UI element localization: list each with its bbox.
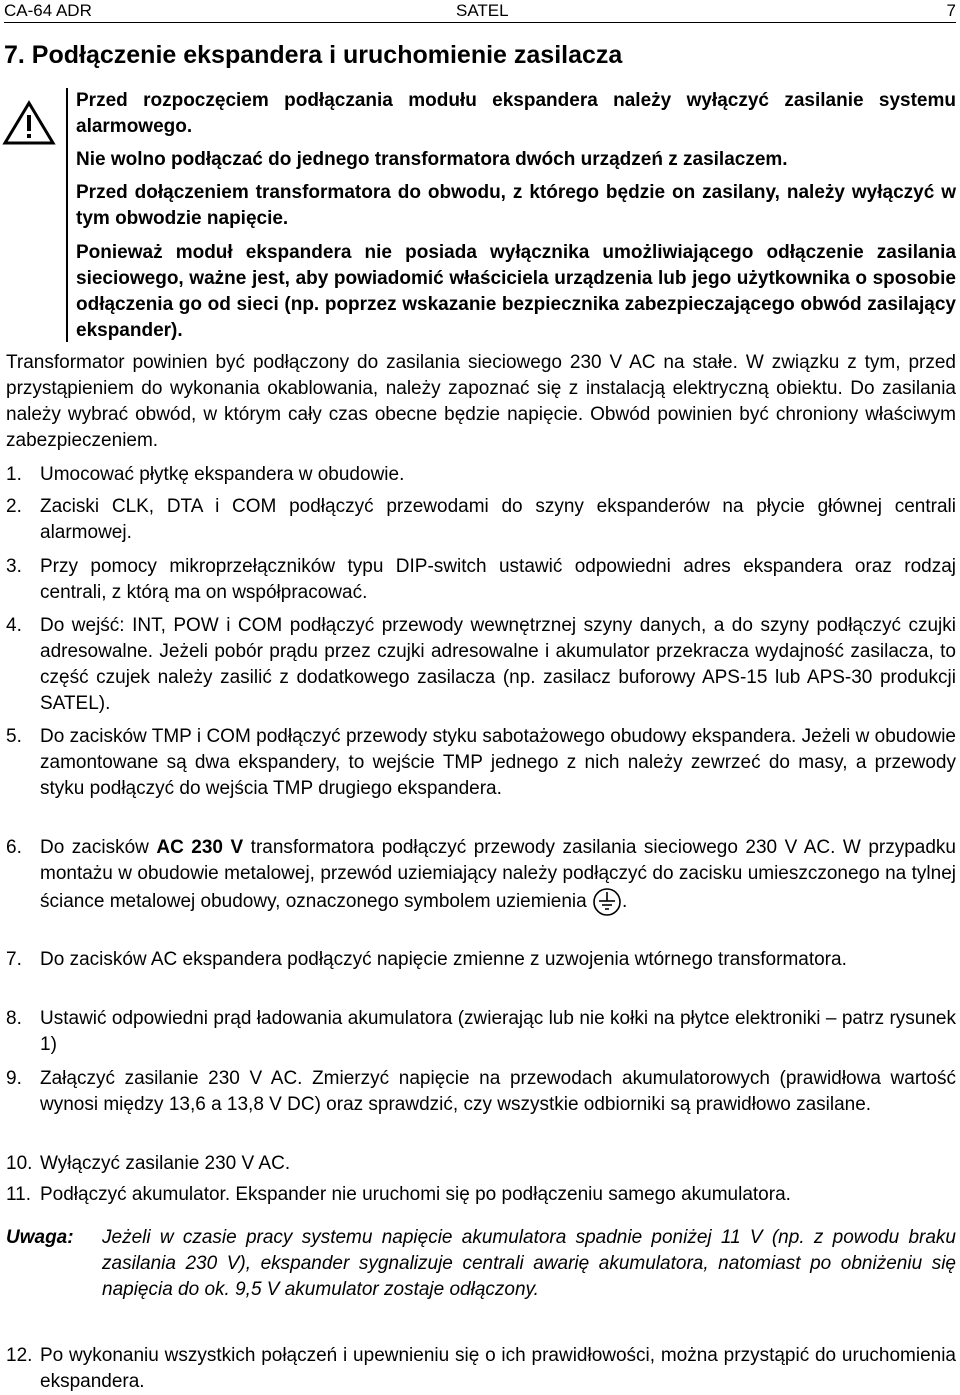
note-text: Jeżeli w czasie pracy systemu napięcie akumulatora spadnie poniżej 11 V (np. z powodu braku zasilania 230 V), ekspander sygnalizuje centrali awarię akumulatora, natomiast po obniżeniu się napięcia do ok. 9,5 V akumulator zostaje odłączony. bbox=[102, 1227, 956, 1300]
section-title: 7. Podłączenie ekspandera i uruchomienie zasilacza bbox=[4, 41, 623, 69]
note-label: Uwaga: bbox=[6, 1227, 74, 1248]
terminal-label: AC 230 V bbox=[156, 837, 244, 858]
list-item-text: Ustawić odpowiedni prąd ładowania akumulatora (zwierając lub nie kołki na płytce elektroniki – patrz rysunek 1) bbox=[40, 1008, 956, 1055]
list-item-text: Do zacisków AC ekspandera podłączyć napięcie zmienne z uzwojenia wtórnego transformatora. bbox=[40, 949, 847, 970]
list-item-number: 3. bbox=[6, 556, 22, 577]
header-page-number: 7 bbox=[946, 1, 956, 20]
list-item-text: Do zacisków TMP i COM podłączyć przewody styku sabotażowego obudowy ekspandera. Jeżeli w obudowie zamontowane są dwa ekspandery, to wejście TMP jednego z nich należy zewrzeć do masy, a przewody styku podłączyć do wejścia TMP drugiego ekspandera. bbox=[40, 726, 956, 799]
list-item-number: 11. bbox=[6, 1184, 32, 1205]
header-brand: SATEL bbox=[456, 1, 509, 20]
list-item-number: 9. bbox=[6, 1068, 22, 1089]
warning-divider bbox=[66, 88, 68, 342]
warning-circuit: Przed dołączeniem transformatora do obwodu, z którego będzie on zasilany, należy wyłączyć w tym obwodzie napięcie. bbox=[76, 182, 956, 229]
warning-disconnect: Ponieważ moduł ekspandera nie posiada wyłącznika umożliwiającego odłączenie zasilania sieciowego, ważne jest, aby powiadomić właściciela urządzenia lub jego użytkownika o sposobie odłączenia go od sieci (np. poprzez wskazanie bezpiecznika zabezpieczającego obwód zasilający ekspander). bbox=[76, 242, 956, 341]
page-header bbox=[4, 0, 956, 22]
list-item-number: 7. bbox=[6, 949, 22, 970]
list-item-text bbox=[40, 835, 956, 917]
list-item-text-pre: Do zacisków bbox=[40, 837, 157, 858]
ground-symbol-icon bbox=[592, 887, 622, 917]
list-item-number: 10. bbox=[6, 1153, 33, 1174]
warning-transformer: Nie wolno podłączać do jednego transformatora dwóch urządzeń z zasilaczem. bbox=[76, 149, 788, 170]
intro-paragraph: Transformator powinien być podłączony do zasilania sieciowego 230 V AC na stałe. W związku z tym, przed przystąpieniem do wykonania okablowania, należy zapoznać się z instalacją elektryczną obiektu. Do zasilania należy wybrać obwód, w którym cały czas obecne będzie napięcie. Obwód powinien być chroniony właściwym zabezpieczeniem. bbox=[6, 352, 956, 451]
list-item-number: 2. bbox=[6, 496, 22, 517]
list-item-number: 6. bbox=[6, 837, 22, 858]
list-item-number: 4. bbox=[6, 615, 22, 636]
header-divider bbox=[4, 22, 956, 23]
list-item-text: Przy pomocy mikroprzełączników typu DIP-switch ustawić odpowiedni adres ekspandera oraz rodzaj centrali, z którą ma on współpracować. bbox=[40, 556, 956, 603]
list-item-number: 8. bbox=[6, 1008, 22, 1029]
list-item-text: Po wykonaniu wszystkich połączeń i upewnieniu się o ich prawidłowości, można przystąpić do uruchomienia ekspandera. bbox=[40, 1345, 956, 1392]
warning-power-off: Przed rozpoczęciem podłączania modułu ekspandera należy wyłączyć zasilanie systemu alarmowego. bbox=[76, 90, 956, 137]
list-item-text: Do wejść: INT, POW i COM podłączyć przewody wewnętrznej szyny danych, a do szyny podłączyć czujki adresowalne. Jeżeli pobór prądu przez czujki adresowalne i akumulator przekracza wydajność zasilacza, to część czujek należy zasilić z dodatkowego zasilacza (np. zasilacz buforowy APS-15 lub APS-30 produkcji SATEL). bbox=[40, 615, 956, 714]
warning-triangle-icon bbox=[2, 100, 56, 146]
list-item-number: 12. bbox=[6, 1345, 33, 1366]
list-item-text-main: transformatora podłączyć przewody zasilania sieciowego 230 V AC. W przypadku montażu w obudowie metalowej, przewód uziemiający należy podłączyć do zacisku umieszczonego na tylnej ściance metalowej obudowy, oznaczonego symbolem uziemienia bbox=[40, 837, 956, 913]
list-item-text: Załączyć zasilanie 230 V AC. Zmierzyć napięcie na przewodach akumulatorowych (prawidłowa wartość wynosi między 13,6 a 13,8 V DC) oraz sprawdzić, czy wszystkie odbiorniki są prawidłowo zasilane. bbox=[40, 1068, 956, 1115]
list-item-text-end: . bbox=[622, 891, 628, 913]
header-model: CA-64 ADR bbox=[4, 1, 92, 20]
list-item-text: Umocować płytkę ekspandera w obudowie. bbox=[40, 464, 405, 485]
list-item-text: Zaciski CLK, DTA i COM podłączyć przewodami do szyny ekspanderów na płycie głównej centrali alarmowej. bbox=[40, 496, 956, 543]
list-item-text: Wyłączyć zasilanie 230 V AC. bbox=[40, 1153, 291, 1174]
list-item-number: 5. bbox=[6, 726, 22, 747]
list-item-text: Podłączyć akumulator. Ekspander nie uruchomi się po podłączeniu samego akumulatora. bbox=[40, 1184, 791, 1205]
list-item-number: 1. bbox=[6, 464, 22, 485]
